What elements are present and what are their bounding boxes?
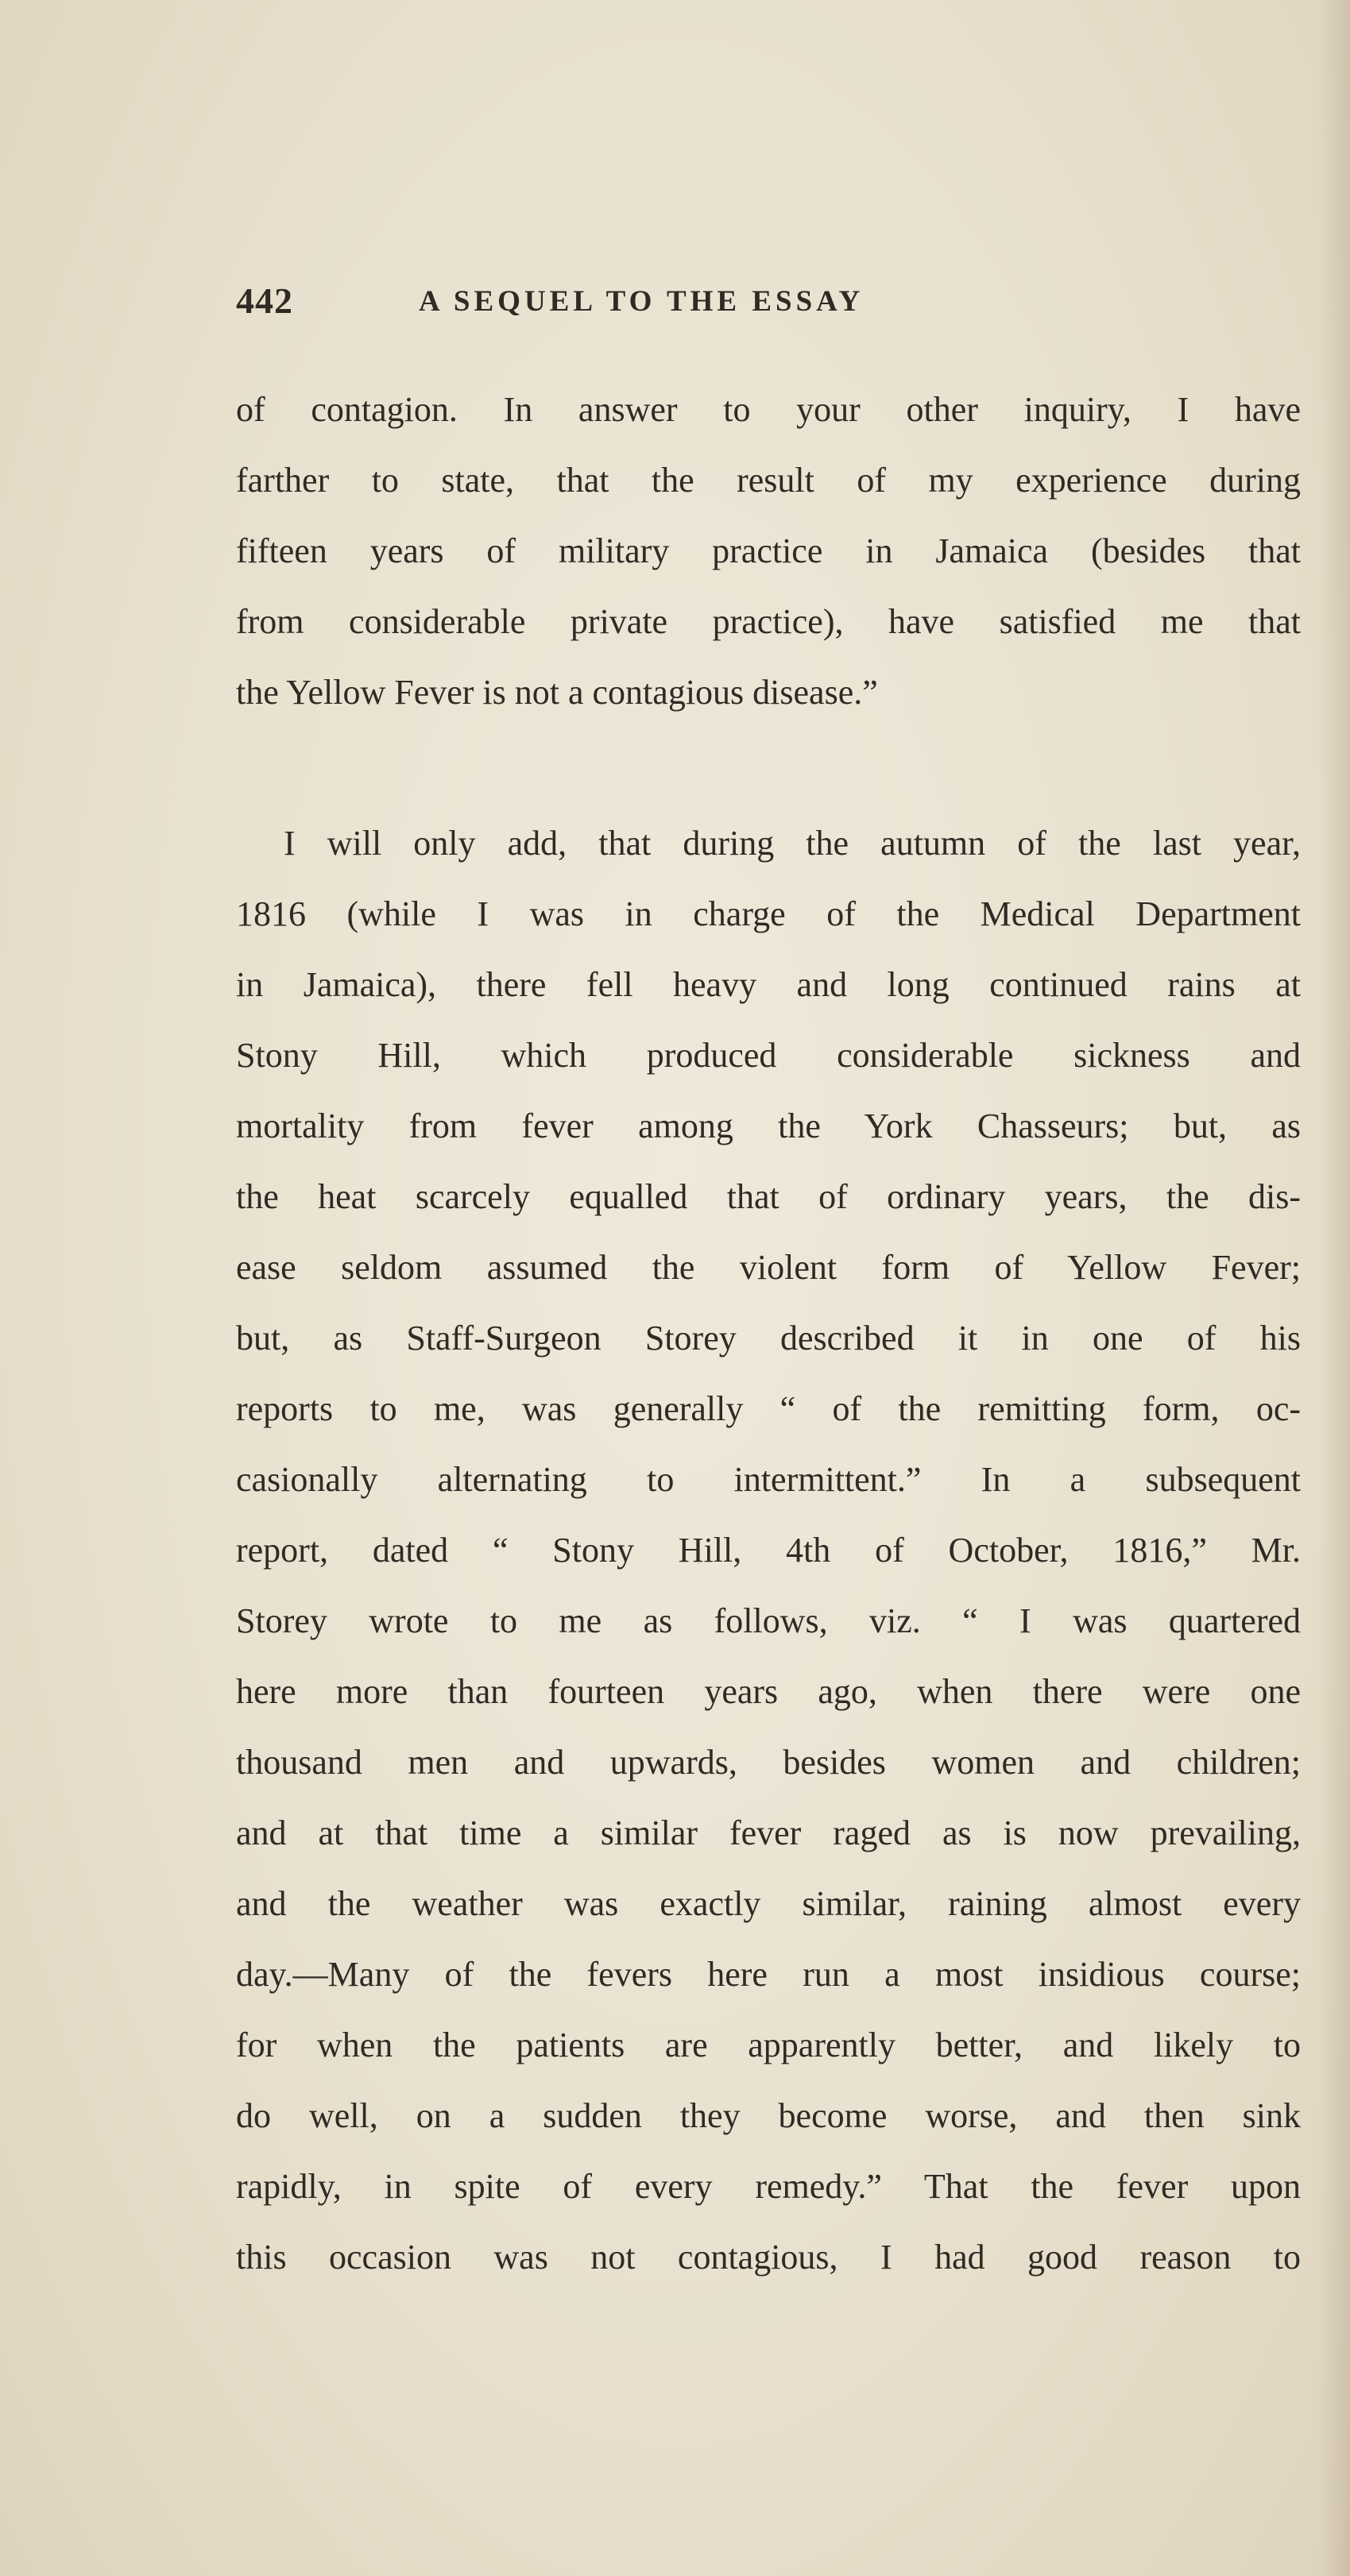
paragraph xyxy=(236,374,1301,728)
text-line: from considerable private practice), have satisfied me that xyxy=(236,602,1301,641)
paragraph xyxy=(236,808,1301,2292)
text-line: of contagion. In answer to your other inquiry, I have xyxy=(236,390,1301,429)
text-line: 1816 (while I was in charge of the Medical Department xyxy=(236,894,1301,933)
text-line: Storey wrote to me as follows, viz. “ I was quartered xyxy=(236,1601,1301,1640)
page-number: 442 xyxy=(236,280,293,321)
text-line: Stony Hill, which produced considerable sickness and xyxy=(236,1036,1301,1075)
text-line: reports to me, was generally “ of the remitting form, oc- xyxy=(236,1389,1301,1428)
text-line: the heat scarcely equalled that of ordinary years, the dis- xyxy=(236,1177,1301,1216)
page-header xyxy=(236,280,1094,335)
text-line: I will only add, that during the autumn of the last year, xyxy=(284,824,1301,863)
body-text xyxy=(236,374,1301,2292)
text-line: do well, on a sudden they become worse, and then sink xyxy=(236,2096,1301,2135)
text-line: farther to state, that the result of my experience during xyxy=(236,461,1301,500)
text-line: thousand men and upwards, besides women and children; xyxy=(236,1743,1301,1782)
page-edge-shadow xyxy=(1318,0,1350,2576)
running-head: A SEQUEL TO THE ESSAY xyxy=(419,285,865,318)
paragraph-gap xyxy=(236,728,1301,808)
text-line: for when the patients are apparently better, and likely to xyxy=(236,2026,1301,2064)
text-line: ease seldom assumed the violent form of Yellow Fever; xyxy=(236,1248,1301,1287)
text-line: but, as Staff-Surgeon Storey described it in one of his xyxy=(236,1319,1301,1358)
text-line: day.—Many of the fevers here run a most insidious course; xyxy=(236,1955,1301,1994)
text-line: and at that time a similar fever raged as is now prevailing, xyxy=(236,1813,1301,1852)
text-line: and the weather was exactly similar, raining almost every xyxy=(236,1884,1301,1923)
text-line: report, dated “ Stony Hill, 4th of October, 1816,” Mr. xyxy=(236,1531,1301,1570)
text-line: fifteen years of military practice in Jamaica (besides that xyxy=(236,531,1301,570)
text-line: the Yellow Fever is not a contagious disease.” xyxy=(236,673,878,712)
text-line: casionally alternating to intermittent.” In a subsequent xyxy=(236,1460,1301,1499)
text-line: this occasion was not contagious, I had good reason to xyxy=(236,2238,1301,2277)
text-line: in Jamaica), there fell heavy and long continued rains at xyxy=(236,965,1301,1004)
text-line: here more than fourteen years ago, when there were one xyxy=(236,1672,1301,1711)
text-line: mortality from fever among the York Chasseurs; but, as xyxy=(236,1106,1301,1145)
text-line: rapidly, in spite of every remedy.” That the fever upon xyxy=(236,2167,1301,2206)
